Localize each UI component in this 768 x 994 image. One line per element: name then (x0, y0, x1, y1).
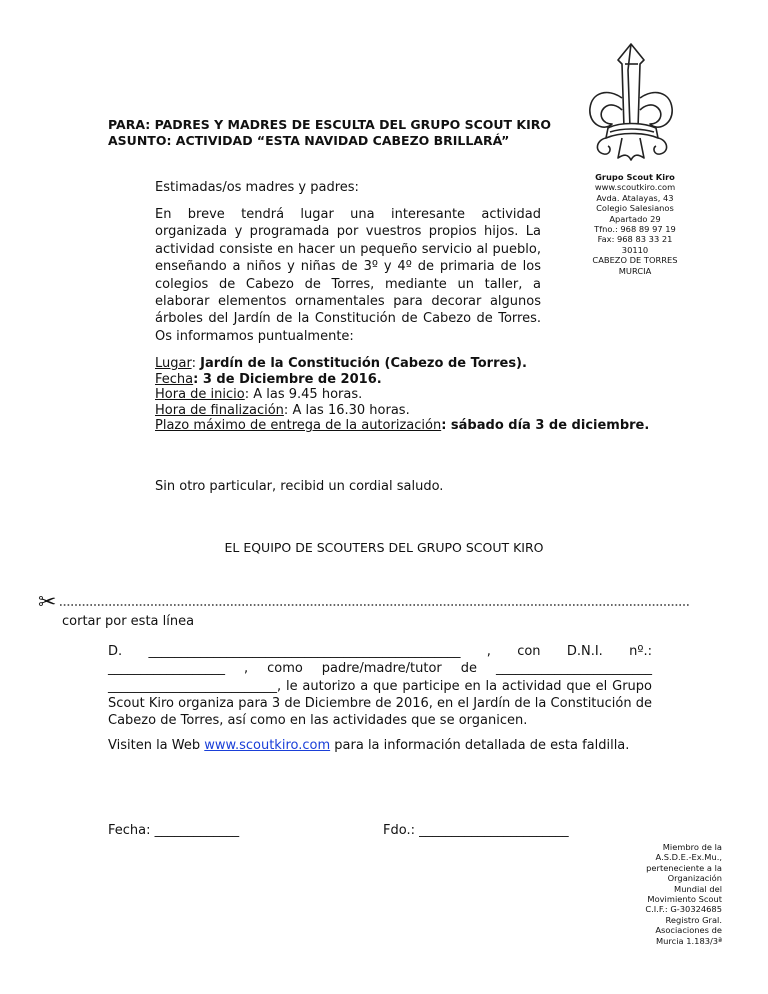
detail-date: Fecha: 3 de Diciembre de 2016. (155, 371, 382, 387)
member-line: Asociaciones de (655, 925, 722, 936)
intro-paragraph: En breve tendrá lugar una interesante actividad organizada y programada por vuestros propios hijos. La actividad consiste en hacer un pequeño servicio al pueblo, enseñando a niños y niñas de 3º y 4º de primaria de los colegios de Cabezo de Torres, mediante un taller, a elaborar elementos ornamentales para decorar algunos árboles del Jardín de la Constitución de Cabezo de Torres. Os informamos puntualmente: (155, 207, 541, 344)
deadline-value: sábado día 3 de diciembre. (450, 418, 650, 434)
start-label: Hora de inicio (155, 387, 245, 403)
member-line: Murcia 1.183/3ª (656, 935, 722, 946)
authorization-form-text: D. ________________________________________________ , con D.N.I. nº.: __________________ , como padre/madre/tutor de ________________________ __________________________, le autorizo a que participe en la actividad que el Grupo Scout Kiro organiza para 3 de Diciembre de 2016, en el Jardín de la Constitución de Cabezo de Torres, así como en las actividades que se organicen. (108, 644, 652, 729)
org-town: CABEZO DE TORRES (592, 255, 678, 266)
place-value: Jardín de la Constitución (Cabezo de Torres). (200, 356, 527, 371)
detail-deadline: Plazo máximo de entrega de la autorización: sábado día 3 de diciembre. (155, 418, 650, 434)
date-field: Fecha: _____________ (108, 823, 240, 838)
member-line: C.I.F.: G-30324685 (645, 904, 722, 915)
recipient-line: PARA: PADRES Y MADRES DE ESCULTA DEL GRUPO SCOUT KIRO (108, 117, 551, 132)
member-line: Mundial del (674, 883, 722, 894)
closing-line: Sin otro particular, recibid un cordial saludo. (155, 479, 444, 494)
detail-end: Hora de finalización: A las 16.30 horas. (155, 402, 410, 418)
letter-header (108, 117, 568, 149)
org-postal-code: 30110 (621, 244, 649, 255)
member-line: A.S.D.E.-Ex.Mu., (655, 852, 722, 863)
membership-info (598, 842, 722, 946)
member-line: Organización (667, 873, 722, 884)
organization-info (565, 172, 705, 276)
activity-details (155, 356, 675, 434)
visit-text-before: Visiten la Web (108, 738, 201, 753)
signature-line: EL EQUIPO DE SCOUTERS DEL GRUPO SCOUT KIRO (224, 540, 544, 555)
cut-label: cortar por esta línea (62, 614, 195, 629)
date-label: Fecha (155, 371, 194, 387)
org-web: www.scoutkiro.com (594, 182, 676, 193)
start-value: A las 9.45 horas. (253, 387, 363, 403)
greeting: Estimadas/os madres y padres: (155, 180, 359, 195)
org-po-box: Apartado 29 (609, 213, 661, 224)
detail-start: Hora de inicio: A las 9.45 horas. (155, 387, 363, 403)
scissors-icon: ✂ (38, 590, 57, 615)
signed-field: Fdo.: _______________________ (383, 823, 569, 838)
date-value: 3 de Diciembre de 2016. (202, 371, 382, 387)
cut-dotted-line (42, 596, 692, 608)
end-value: A las 16.30 horas. (292, 402, 410, 418)
fleur-de-lis-icon (578, 40, 684, 172)
subject-line: ASUNTO: ACTIVIDAD “ESTA NAVIDAD CABEZO BRILLARÁ” (108, 133, 510, 148)
member-line: perteneciente a la (646, 862, 722, 873)
org-address: Avda. Atalayas, 43 (596, 192, 674, 203)
org-region: MURCIA (618, 265, 652, 276)
member-line: Miembro de la (662, 842, 722, 852)
member-line: Registro Gral. (665, 914, 722, 925)
member-line: Movimiento Scout (647, 894, 722, 905)
deadline-label: Plazo máximo de entrega de la autorización (155, 418, 442, 434)
scout-logo (578, 40, 684, 172)
visit-text-after: para la información detallada de esta faldilla. (334, 738, 630, 753)
organization-name: Grupo Scout Kiro (595, 172, 675, 182)
end-label: Hora de finalización (155, 402, 284, 418)
detail-place: Lugar: Jardín de la Constitución (Cabezo de Torres). (155, 356, 527, 371)
website-link[interactable]: www.scoutkiro.com (204, 738, 331, 753)
visit-web-line (108, 738, 629, 753)
org-phone: Tfno.: 968 89 97 19 (594, 224, 676, 235)
org-fax: Fax: 968 83 33 21 (597, 234, 673, 245)
place-label: Lugar (155, 356, 192, 371)
org-school: Colegio Salesianos (596, 203, 674, 214)
